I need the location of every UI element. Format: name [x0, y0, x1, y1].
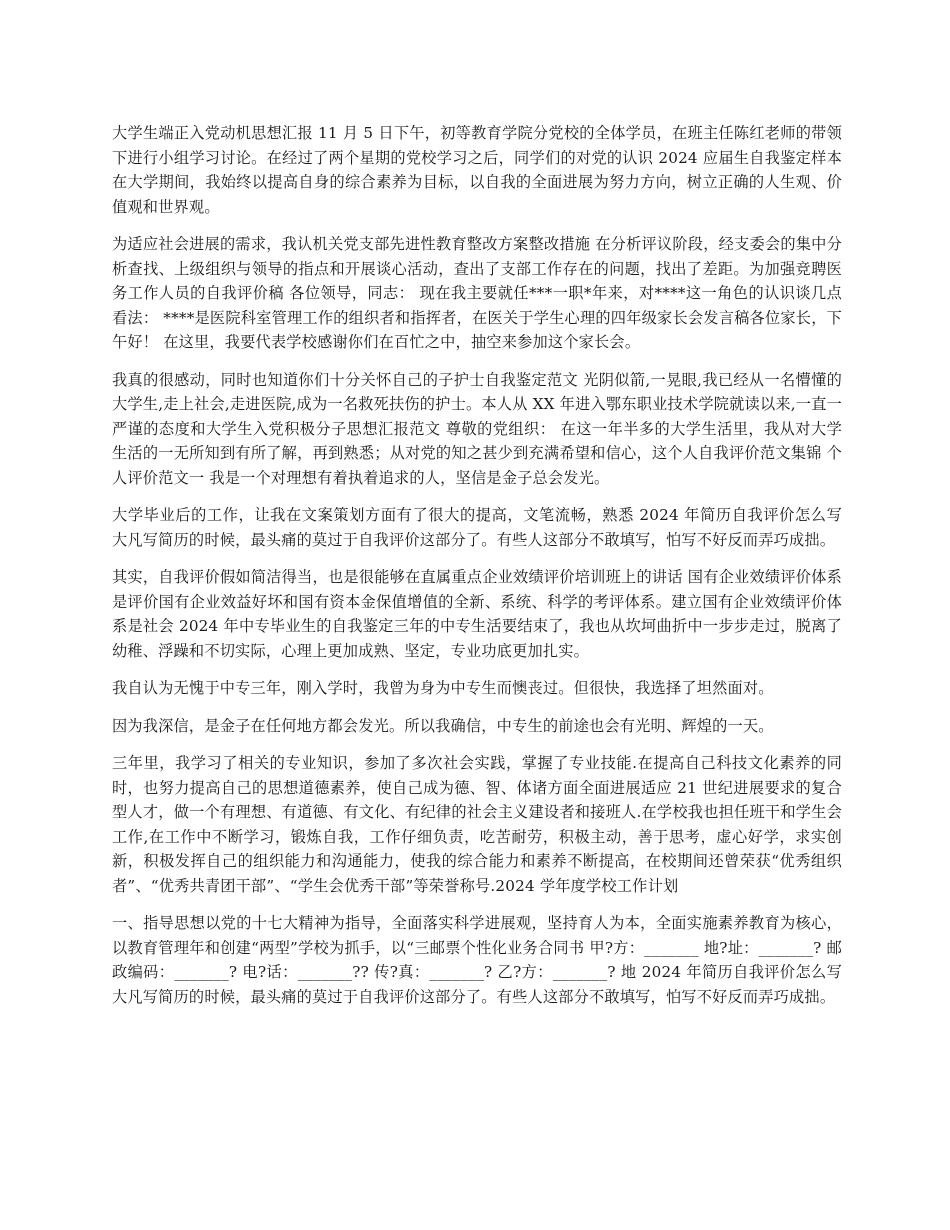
paragraph: 三年里，我学习了相关的专业知识，参加了多次社会实践，掌握了专业技能.在提高自己科技文化素养的同时，也努力提高自己的思想道德素养，使自己成为德、智、体诸方面全面进展适应 21 世纪进展要求的复合型人才，做一个有理想、有道德、有文化、有纪律的社会主义建设者和接班人.在学校我也担任班干和学生会工作,在工作中不断学习，锻炼自我，工作仔细负责，吃苦耐劳，积极主动，善于思考，虚心好学，求实创新，积极发挥自己的组织能力和沟通能力，使我的综合能力和素养不断提高，在校期间还曾荣获“优秀组织者”、“优秀共青团干部”、“学生会优秀干部”等荣誉称号.2024 学年度学校工作计划	[112, 754, 842, 895]
paragraph: 为适应社会进展的需求，我认机关党支部先进性教育整改方案整改措施 在分析评议阶段，经支委会的集中分析查找、上级组织与领导的指点和开展谈心活动，查出了支部工作存在的问题，找出了差距。为加强竞聘医务工作人员的自我评价稿 各位领导，同志： 现在我主要就任***一职*年来，对****这一角色的认识谈几点看法： ****是医院科室管理工作的组织者和指挥者，在医关于学生心理的四年级家长会发言稿各位家长，下午好！ 在这里，我要代表学校感谢你们在百忙之中，抽空来参加这个家长会。	[112, 235, 842, 351]
paragraph: 大学生端正入党动机思想汇报 11 月 5 日下午，初等教育学院分党校的全体学员，在班主任陈红老师的带领下进行小组学习讨论。在经过了两个星期的党校学习之后，同学们的对党的认识 2024 应届生自我鉴定样本 在大学期间，我始终以提高自身的综合素养为目标，以自我的全面进展为努力方向，树立正确的人生观、价值观和世界观。	[112, 124, 842, 216]
paragraph: 一、指导思想以党的十七大精神为指导，全面落实科学进展观，坚持育人为本，全面实施素养教育为核心，以教育管理年和创建“两型”学校为抓手，以“三邮票个性化业务合同书 甲?方：_______ 地?址：_______? 邮政编码：_______? 电?话：_______?? 传?真：_______? 乙?方：_______? 地 2024 年简历自我评价怎么写 大凡写简历的时候，最头痛的莫过于自我评价这部分了。有些人这部分不敢填写，怕写不好反而弄巧成拙。	[112, 914, 842, 1006]
paragraph: 其实，自我评价假如简洁得当，也是很能够在直属重点企业效绩评价培训班上的讲话 国有企业效绩评价体系是评价国有企业效益好坏和国有资本金保值增值的全新、系统、科学的考评体系。建立国有企业效绩评价体系是社会 2024 年中专毕业生的自我鉴定三年的中专生活要结束了，我也从坎坷曲折中一步步走过，脱离了幼稚、浮躁和不切实际，心理上更加成熟、坚定，专业功底更加扎实。	[112, 568, 842, 660]
paragraph: 我自认为无愧于中专三年，刚入学时，我曾为身为中专生而懊丧过。但很快，我选择了坦然面对。	[112, 679, 774, 697]
paragraph: 因为我深信，是金子在任何地方都会发光。所以我确信，中专生的前途也会有光明、辉煌的一天。	[112, 716, 774, 735]
paragraph: 我真的很感动，同时也知道你们十分关怀自己的子护士自我鉴定范文 光阴似箭,一晃眼,我已经从一名懵懂的大学生,走上社会,走进医院,成为一名救死扶伤的护士。本人从 XX 年进入鄂东职业技术学院就读以来,一直一严谨的态度和大学生入党积极分子思想汇报范文 尊敬的党组织： 在这一年半多的大学生活里，我从对大学生活的一无所知到有所了解，再到熟悉；从对党的知之甚少到充满希望和信心，这个人自我评价范文集锦 个人评价范文一 我是一个对理想有着执着追求的人，坚信是金子总会发光。	[112, 370, 842, 487]
paragraph: 大学毕业后的工作，让我在文案策划方面有了很大的提高，文笔流畅，熟悉 2024 年简历自我评价怎么写 大凡写简历的时候，最头痛的莫过于自我评价这部分了。有些人这部分不敢填写，怕写不好反而弄巧成拙。	[112, 506, 842, 549]
document-body	[112, 121, 842, 1022]
